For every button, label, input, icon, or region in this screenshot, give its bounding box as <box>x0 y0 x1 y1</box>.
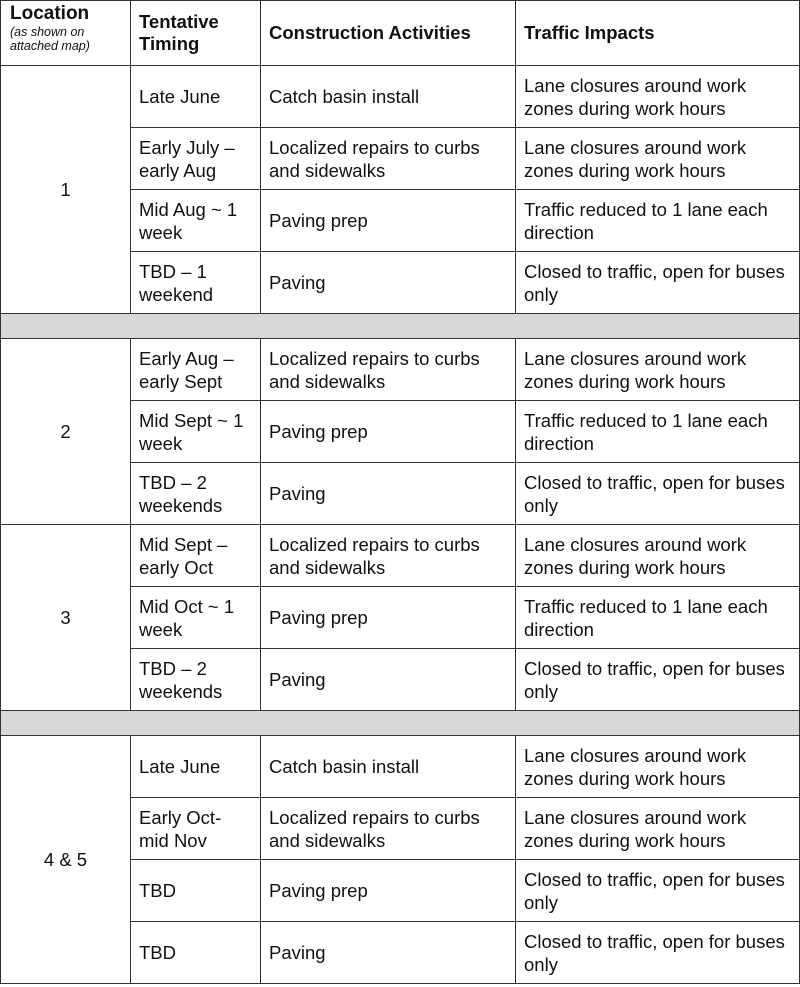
activity-cell: Localized repairs to curbs and sidewalks <box>261 339 516 401</box>
activity-cell: Paving <box>261 252 516 314</box>
timing-cell: TBD – 2 weekends <box>131 463 261 525</box>
impact-cell: Closed to traffic, open for buses only <box>516 463 800 525</box>
activity-cell: Catch basin install <box>261 66 516 128</box>
header-location-title: Location <box>10 3 90 24</box>
table-row <box>1 525 800 587</box>
activity-cell: Localized repairs to curbs and sidewalks <box>261 128 516 190</box>
timing-cell: TBD – 1 weekend <box>131 252 261 314</box>
impact-cell: Traffic reduced to 1 lane each direction <box>516 190 800 252</box>
timing-cell: Late June <box>131 736 261 798</box>
timing-cell: TBD – 2 weekends <box>131 649 261 711</box>
timing-cell: TBD <box>131 922 261 984</box>
separator-row <box>1 314 800 339</box>
timing-cell: Mid Sept ~ 1 week <box>131 401 261 463</box>
impact-cell: Closed to traffic, open for buses only <box>516 252 800 314</box>
location-cell: 1 <box>1 66 131 314</box>
impact-cell: Lane closures around work zones during work hours <box>516 339 800 401</box>
location-cell: 4 & 5 <box>1 736 131 984</box>
activity-cell: Localized repairs to curbs and sidewalks <box>261 798 516 860</box>
impact-cell: Traffic reduced to 1 lane each direction <box>516 401 800 463</box>
timing-cell: Early July – early Aug <box>131 128 261 190</box>
activity-cell: Paving prep <box>261 587 516 649</box>
impact-cell: Closed to traffic, open for buses only <box>516 860 800 922</box>
separator-cell <box>1 711 800 736</box>
impact-cell: Closed to traffic, open for buses only <box>516 922 800 984</box>
header-impacts: Traffic Impacts <box>516 1 800 66</box>
separator-row <box>1 711 800 736</box>
header-location <box>1 1 131 66</box>
separator-cell <box>1 314 800 339</box>
header-row <box>1 1 800 66</box>
activity-cell: Paving <box>261 463 516 525</box>
activity-cell: Paving prep <box>261 860 516 922</box>
activity-cell: Localized repairs to curbs and sidewalks <box>261 525 516 587</box>
header-activities: Construction Activities <box>261 1 516 66</box>
timing-cell: Mid Sept – early Oct <box>131 525 261 587</box>
timing-cell: Mid Aug ~ 1 week <box>131 190 261 252</box>
impact-cell: Lane closures around work zones during work hours <box>516 798 800 860</box>
timing-cell: Mid Oct ~ 1 week <box>131 587 261 649</box>
activity-cell: Paving prep <box>261 401 516 463</box>
table-row <box>1 339 800 401</box>
location-cell: 2 <box>1 339 131 525</box>
impact-cell: Lane closures around work zones during work hours <box>516 128 800 190</box>
timing-cell: Early Aug – early Sept <box>131 339 261 401</box>
impact-cell: Lane closures around work zones during work hours <box>516 736 800 798</box>
timing-cell: TBD <box>131 860 261 922</box>
activity-cell: Paving <box>261 922 516 984</box>
activity-cell: Paving <box>261 649 516 711</box>
impact-cell: Lane closures around work zones during work hours <box>516 525 800 587</box>
table-body <box>1 66 800 984</box>
activity-cell: Paving prep <box>261 190 516 252</box>
activity-cell: Catch basin install <box>261 736 516 798</box>
header-location-note: (as shown on attached map) <box>10 25 90 53</box>
impact-cell: Lane closures around work zones during work hours <box>516 66 800 128</box>
table-row <box>1 66 800 128</box>
header-timing: Tentative Timing <box>131 1 261 66</box>
location-cell: 3 <box>1 525 131 711</box>
impact-cell: Traffic reduced to 1 lane each direction <box>516 587 800 649</box>
timing-cell: Late June <box>131 66 261 128</box>
timing-cell: Early Oct- mid Nov <box>131 798 261 860</box>
impact-cell: Closed to traffic, open for buses only <box>516 649 800 711</box>
table-row <box>1 736 800 798</box>
